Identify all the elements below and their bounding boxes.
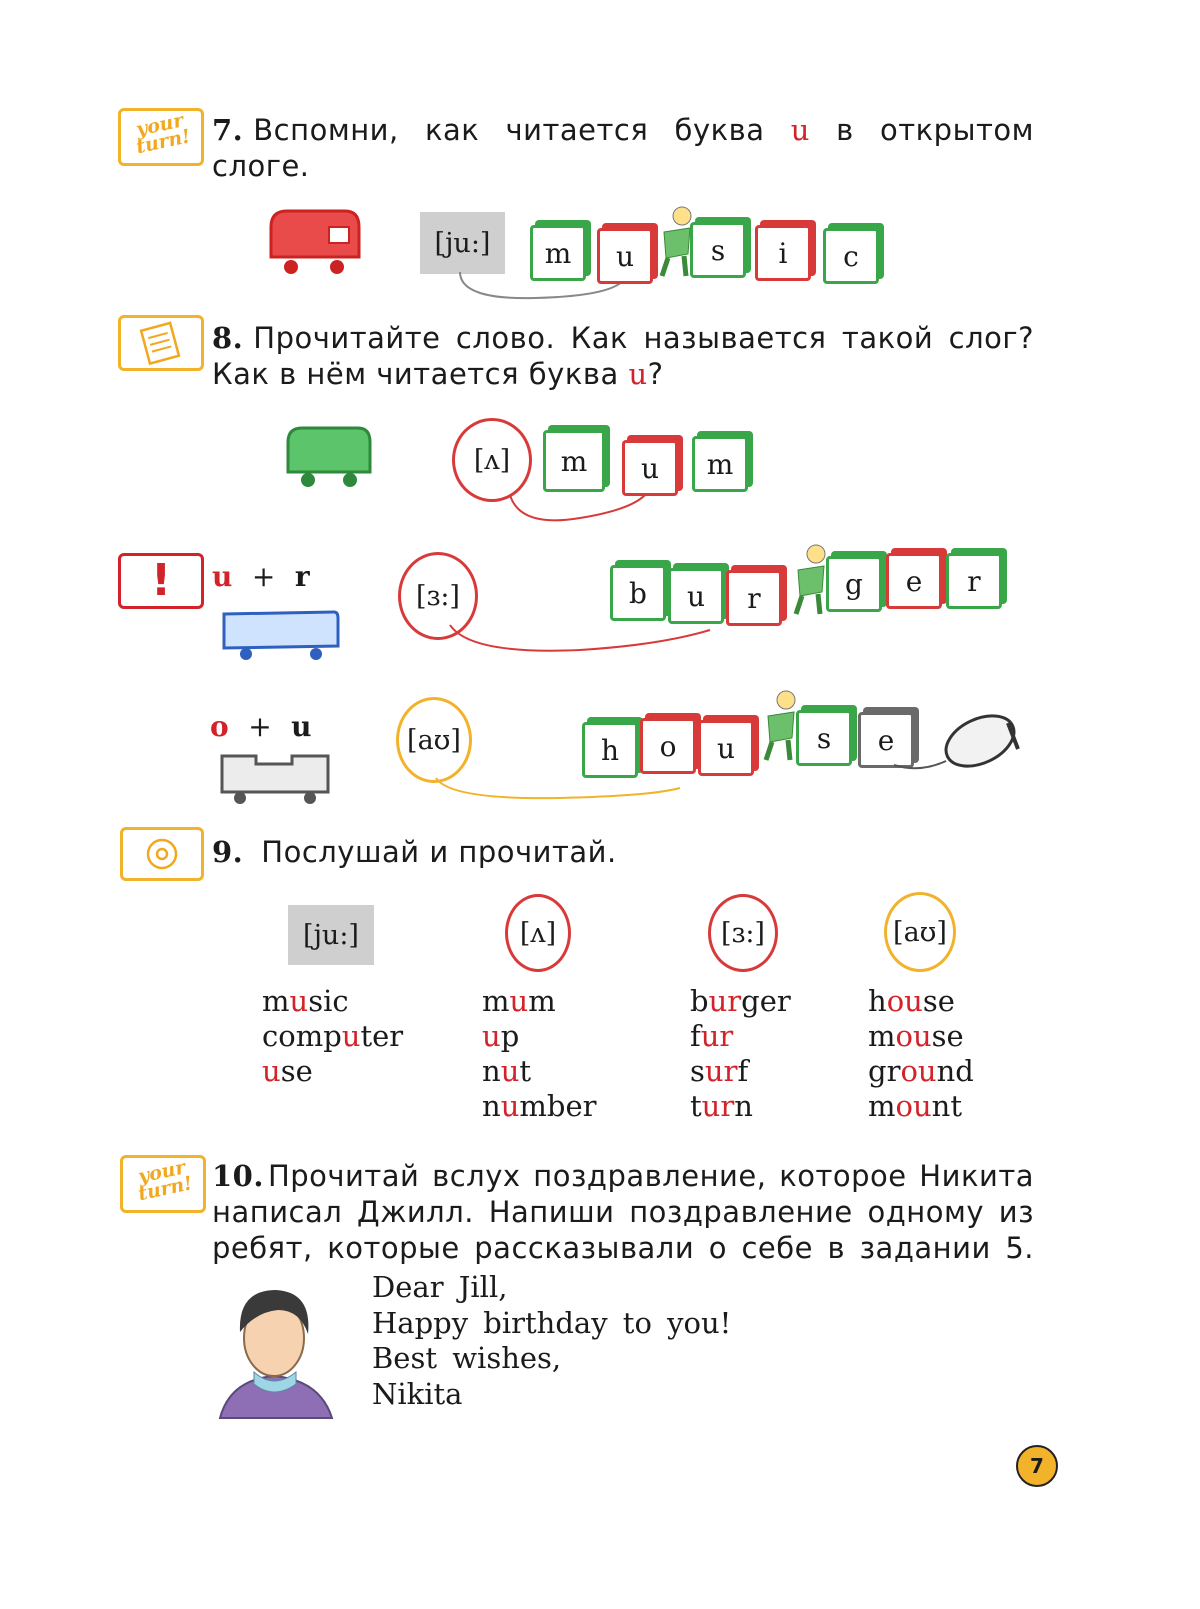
task-7-text: 7. Вспомни, как читается буква u в открытом слоге. (212, 113, 1034, 183)
your-turn-label: your turn! (134, 109, 193, 159)
task-10-text: 10. Прочитай вслух поздравление, которое Никита написал Джилл. Напиши поздравление одному из ребят, которые рассказывали о себе в задании 5. (212, 1159, 1034, 1265)
boy-portrait-icon (210, 1280, 340, 1420)
cd-badge (120, 827, 204, 881)
word-item: mount (868, 1089, 962, 1123)
sound-balloon: [ʌ] (452, 418, 532, 502)
letter-cube: u (597, 228, 653, 284)
deflated-balloon-icon (890, 705, 1035, 775)
balloon-string (480, 490, 660, 530)
green-wagon-icon (282, 422, 377, 492)
letter-cube: m (543, 430, 605, 492)
letter-cube: m (692, 436, 748, 492)
letter-cube: u (668, 568, 724, 624)
task-number: 9. (212, 835, 244, 869)
word-item: use (262, 1054, 313, 1088)
your-turn-badge (118, 108, 204, 166)
task-number: 7. (212, 113, 244, 147)
letter-cube: e (858, 712, 914, 768)
sound-card: [ju:] (420, 212, 505, 274)
sound-card: [ju:] (288, 905, 374, 965)
word-column (690, 984, 791, 1124)
word-column (482, 984, 596, 1124)
greeting-line: Dear Jill, (372, 1270, 508, 1304)
word-item: house (868, 984, 955, 1018)
letter-cube: r (946, 553, 1002, 609)
sound-balloon: [aʊ] (884, 892, 956, 972)
word-item: computer (262, 1019, 404, 1053)
greeting-line: Best wishes, (372, 1341, 562, 1375)
your-turn-label: your turn! (136, 1156, 195, 1206)
letter-cube: u (622, 440, 678, 496)
word-item: mum (482, 984, 556, 1018)
red-wagon-icon (265, 205, 365, 280)
gray-wagon-icon (216, 748, 334, 808)
balloon-string (430, 770, 700, 810)
word-item: ground (868, 1054, 974, 1088)
word-item: turn (690, 1089, 753, 1123)
word-item: surf (690, 1054, 749, 1088)
word-item: fur (690, 1019, 734, 1053)
word-item: mouse (868, 1019, 964, 1053)
your-turn-badge (120, 1155, 206, 1213)
letter-cube: s (690, 222, 746, 278)
sound-balloon: [ɜ:] (398, 552, 478, 640)
task-number: 10. (212, 1159, 264, 1193)
letter-cube: o (640, 718, 696, 774)
letter-cube: s (796, 710, 852, 766)
letter-cube: c (823, 228, 879, 284)
greeting-line: Nikita (372, 1376, 463, 1411)
word-column (262, 984, 403, 1089)
word-item: nut (482, 1054, 532, 1088)
exclamation-icon: ! (150, 555, 172, 606)
letter-cube: r (726, 570, 782, 626)
cd-icon (123, 830, 201, 878)
word-item: up (482, 1019, 520, 1053)
word-item: burger (690, 984, 791, 1018)
greeting-card-text (372, 1270, 731, 1412)
attention-badge (118, 553, 204, 609)
notebook-badge (118, 315, 204, 371)
notebook-icon (121, 318, 201, 368)
word-item: number (482, 1089, 597, 1123)
letter-cube: g (826, 556, 882, 612)
letter-cube: u (698, 720, 754, 776)
rule-ur-formula: u + r (212, 560, 310, 593)
sound-balloon: [ɜ:] (708, 894, 778, 972)
task-number: 8. (212, 321, 244, 355)
letter-cube: m (530, 225, 586, 281)
word-column (868, 984, 974, 1124)
task-9-text: 9. Послушай и прочитай. (212, 835, 617, 869)
letter-cube: h (582, 722, 638, 778)
page-number: 7 (1016, 1445, 1058, 1487)
rule-ou-formula: o + u (210, 710, 312, 743)
letter-cube: e (886, 553, 942, 609)
blue-bus-icon (218, 606, 343, 664)
letter-cube: i (755, 225, 811, 281)
word-item: music (262, 984, 349, 1018)
sound-balloon: [ʌ] (505, 894, 571, 972)
letter-cube: b (610, 565, 666, 621)
greeting-line: Happy birthday to you! (372, 1305, 732, 1340)
sound-balloon: [aʊ] (396, 697, 472, 783)
task-8-text: 8. Прочитайте слово. Как называется такой слог? Как в нём читается буква u? (212, 321, 1034, 391)
